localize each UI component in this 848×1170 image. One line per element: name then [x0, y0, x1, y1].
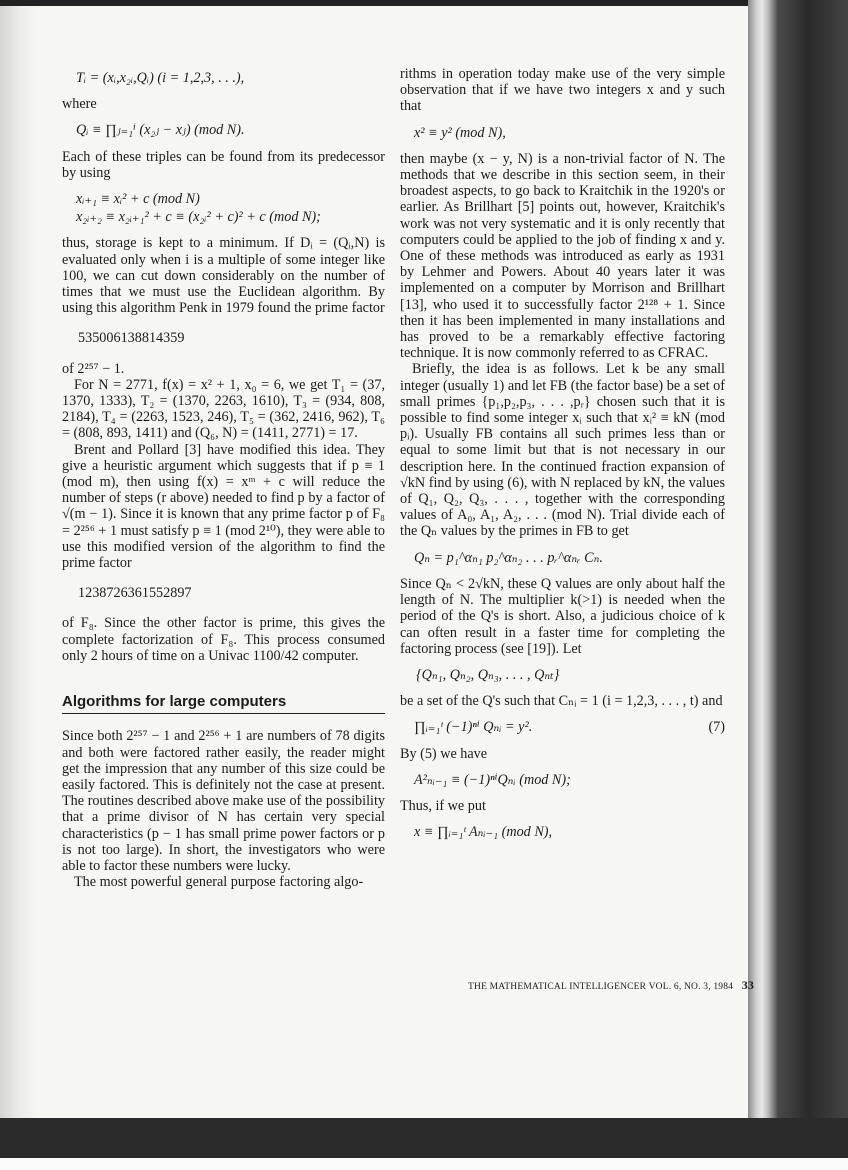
paragraph: The most powerful general purpose factoring algo- — [74, 874, 364, 891]
page-number: 33 — [741, 978, 755, 992]
equation-7 — [414, 719, 725, 735]
paragraph: Each of these triples can be found from its predecessor by using — [62, 148, 385, 181]
equation-x-product: x ≡ ∏ᵢ₌₁ᵗ Aₙᵢ₋₁ (mod N), — [414, 824, 553, 841]
page-binding-shadow — [0, 6, 38, 1118]
paragraph: of F₈. Since the other factor is prime, this gives the complete factorization of F₈. This process consumed only 2 hours of time on a Univac 1100/42 computer. — [62, 615, 385, 664]
paragraph: then maybe (x − y, N) is a non-trivial factor of N. The methods that we describe in this section seem, in their broadest aspects, to go back to Kraitchik in the 1920's or earlier. As Brillhart [5] points out, however, Kraitchik's work was not very systematic and it is only recently that computers could be applied to the job of finding x and y. One of these methods was introduced as early as 1931 by Lehmer and Powers. About 40 years later it was implemented on a computer by Morrison and Brillhart [13], who used it to successfully factor 2¹²⁸ + 1. Since then it has been implemented in many installations and has proved to be a remarkably effective factoring technique. It is now commonly referred to as CFRAC. — [400, 150, 725, 362]
equation-7-body: ∏ᵢ₌₁ᵗ (−1)ⁿⁱ Qₙᵢ = y². — [414, 719, 533, 736]
paragraph: Briefly, the idea is as follows. Let k be any small integer (usually 1) and let FB (the factor base) be a set of small primes {p₁,p₂,p₃, . . . ,pᵣ} chosen such that it is possible to find some integer xᵢ such that xᵢ² ≡ kN (mod pᵢ). Usually FB contains all such primes less than or equal to some limit but that is not necessary in our description here. In the continued fraction expansion of √kN find by using (6), with N replaced by kN, the values of Q₁, Q₂, Q₃, . . . , together with the corresponding values of A₀, A₁, A₂, . . . (mod N). Trial divide each of the Qₙ values by the primes in FB to get — [400, 361, 725, 540]
equation-x-y-congruence: x² ≡ y² (mod N), — [414, 124, 506, 141]
paragraph: Since both 2²⁵⁷ − 1 and 2²⁵⁶ + 1 are numbers of 78 digits and both were factored rather easily, the reader might get the impression that any number of this size could be easily factored. This is definitely not the case at present. The routines described above make use of the possibility that a prime divisor of N has certain very special characteristics (p − 1 has small prime power factors or p is not too large). In short, the investigators who were able to factor these numbers were lucky. — [62, 728, 385, 874]
equation-A: A²ₙᵢ₋₁ ≡ (−1)ⁿⁱQₙᵢ (mod N); — [414, 771, 571, 788]
paragraph: For N = 2771, f(x) = x² + 1, x₀ = 6, we get T₁ = (37, 1370, 1333), T₂ = (1370, 2263, 1610), T₃ = (934, 808, 2184), T₄ = (2263, 1523, 246), T₅ = (362, 2416, 962), T₆ = (808, 893, 1411) and (Q₆, N) = (1411, 2771) = 17. — [62, 376, 385, 442]
prime-factor-number: 1238726361552897 — [78, 585, 192, 602]
paragraph: rithms in operation today make use of the very simple observation that if we have two integers x and y such that — [400, 66, 725, 115]
right-column — [400, 66, 725, 850]
where-text: where — [62, 96, 97, 113]
journal-citation: THE MATHEMATICAL INTELLIGENCER VOL. 6, NO. 3, 1984 — [468, 982, 734, 992]
paragraph: thus, storage is kept to a minimum. If Dᵢ = (Qᵢ,N) is evaluated only when i is a multiple of some integer like 100, we can cut down considerably on the number of times that we must use the Euclidean algorithm. By using this algorithm Penk in 1979 found the prime factor — [62, 235, 385, 317]
paragraph: of 2²⁵⁷ − 1. — [62, 360, 125, 377]
scan-bottom-edge — [0, 1158, 848, 1170]
equation-number: (7) — [708, 719, 725, 736]
paragraph: Brent and Pollard [3] have modified this idea. They give a heuristic argument which suggests that if p ≡ 1 (mod m), then using f(x) = xᵐ + c will reduce the number of steps (r above) needed to find p by a factor of √(m − 1). Since it is known that any prime factor p of F₈ = 2²⁵⁶ + 1 must satisfy p ≡ 1 (mod 2¹⁰), they were able to use this modified version of the algorithm to find the prime factor — [62, 441, 385, 572]
paragraph: be a set of the Q's such that Cₙᵢ = 1 (i = 1,2,3, . . . , t) and — [400, 693, 723, 710]
equation-Ti: Tᵢ = (xᵢ,x₂ᵢ,Qᵢ) (i = 1,2,3, . . .), — [76, 70, 245, 86]
equation-x-recurrence-1: xᵢ₊₁ ≡ xᵢ² + c (mod N) — [76, 191, 200, 208]
page-footer — [468, 978, 755, 993]
paragraph: Since Qₙ < 2√kN, these Q values are only about half the length of N. The multiplier k(>1) is needed when the period of the Q's is short. Also, a judicious choice of k can often result in a faster time for completing the factoring process (see [19]). Let — [400, 575, 725, 657]
section-heading: Algorithms for large computers — [62, 694, 385, 714]
scan-right-border — [748, 0, 848, 1170]
left-column — [62, 60, 385, 890]
equation-Qi: Qᵢ ≡ ∏ⱼ₌₁ⁱ (x₂ⱼ − xⱼ) (mod N). — [76, 122, 245, 139]
paragraph: Thus, if we put — [400, 797, 486, 814]
prime-factor-number: 535006138814359 — [78, 330, 185, 347]
equation-x-recurrence-2: x₂ᵢ₊₂ ≡ x₂ᵢ₊₁² + c ≡ (x₂ᵢ² + c)² + c (mod N); — [76, 209, 321, 226]
paragraph: By (5) we have — [400, 745, 488, 762]
equation-Qn: Qₙ = p₁^αₙ₁ p₂^αₙ₂ . . . pᵣ^αₙᵣ Cₙ. — [414, 549, 603, 566]
equation-Q-set: {Qₙ₁, Qₙ₂, Qₙ₃, . . . , Qₙₜ} — [416, 666, 560, 683]
